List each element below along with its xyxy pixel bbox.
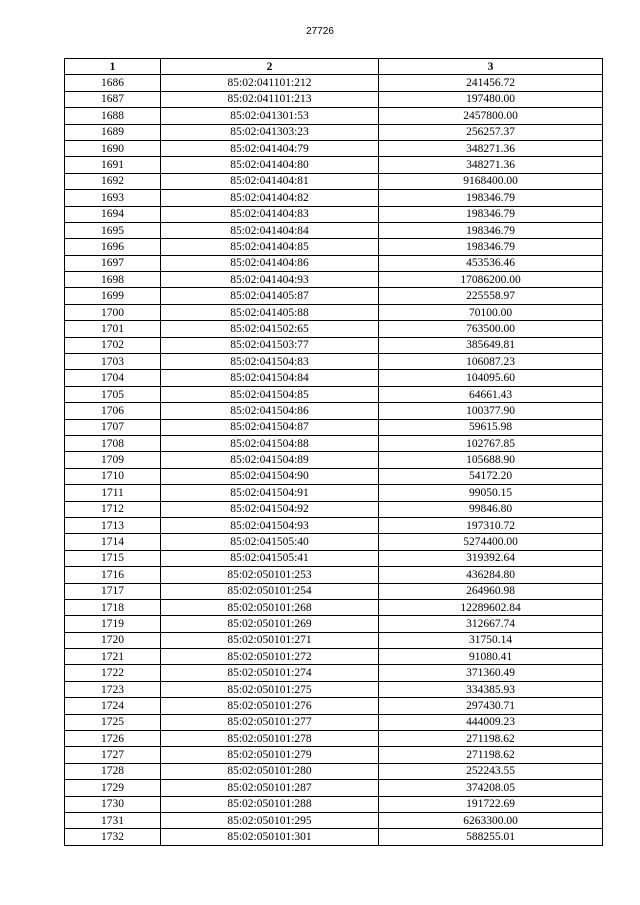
value-cell: 191722.69: [379, 796, 603, 812]
value-cell: 198346.79: [379, 190, 603, 206]
table-header: [65, 59, 603, 75]
table-row: [65, 632, 603, 648]
table-row: [65, 157, 603, 173]
cadastral-number-cell: 85:02:041504:85: [161, 386, 379, 402]
value-cell: 17086200.00: [379, 272, 603, 288]
row-number-cell: 1702: [65, 337, 161, 353]
value-cell: 225558.97: [379, 288, 603, 304]
value-cell: 9168400.00: [379, 173, 603, 189]
row-number-cell: 1694: [65, 206, 161, 222]
table-row: [65, 337, 603, 353]
value-cell: 252243.55: [379, 763, 603, 779]
table-header-row: [65, 59, 603, 75]
page-number: 27726: [306, 26, 334, 37]
table-row: [65, 91, 603, 107]
table-row: [65, 173, 603, 189]
row-number-cell: 1690: [65, 140, 161, 156]
row-number-cell: 1712: [65, 501, 161, 517]
cadastral-value-table: [64, 58, 603, 846]
row-number-cell: 1725: [65, 714, 161, 730]
cadastral-number-cell: 85:02:050101:277: [161, 714, 379, 730]
value-cell: 2457800.00: [379, 108, 603, 124]
row-number-cell: 1687: [65, 91, 161, 107]
row-number-cell: 1710: [65, 468, 161, 484]
row-number-cell: 1722: [65, 665, 161, 681]
row-number-cell: 1691: [65, 157, 161, 173]
row-number-cell: 1711: [65, 485, 161, 501]
row-number-cell: 1709: [65, 452, 161, 468]
row-number-cell: 1706: [65, 403, 161, 419]
table-row: [65, 124, 603, 140]
cadastral-number-cell: 85:02:041404:85: [161, 239, 379, 255]
table-row: [65, 780, 603, 796]
row-number-cell: 1721: [65, 649, 161, 665]
column-header-3: 3: [379, 59, 603, 75]
value-cell: 99050.15: [379, 485, 603, 501]
cadastral-number-cell: 85:02:050101:288: [161, 796, 379, 812]
cadastral-number-cell: 85:02:041503:77: [161, 337, 379, 353]
cadastral-number-cell: 85:02:050101:275: [161, 681, 379, 697]
row-number-cell: 1692: [65, 173, 161, 189]
table-row: [65, 403, 603, 419]
value-cell: 12289602.84: [379, 599, 603, 615]
row-number-cell: 1699: [65, 288, 161, 304]
table-row: [65, 714, 603, 730]
table-row: [65, 386, 603, 402]
value-cell: 271198.62: [379, 731, 603, 747]
value-cell: 297430.71: [379, 698, 603, 714]
table-row: [65, 272, 603, 288]
cadastral-number-cell: 85:02:041404:79: [161, 140, 379, 156]
cadastral-number-cell: 85:02:041504:89: [161, 452, 379, 468]
value-cell: 99846.80: [379, 501, 603, 517]
row-number-cell: 1720: [65, 632, 161, 648]
value-cell: 70100.00: [379, 304, 603, 320]
table-row: [65, 222, 603, 238]
cadastral-number-cell: 85:02:050101:253: [161, 567, 379, 583]
row-number-cell: 1728: [65, 763, 161, 779]
table-row: [65, 698, 603, 714]
value-cell: 64661.43: [379, 386, 603, 402]
value-cell: 264960.98: [379, 583, 603, 599]
cadastral-number-cell: 85:02:041502:65: [161, 321, 379, 337]
value-cell: 271198.62: [379, 747, 603, 763]
row-number-cell: 1693: [65, 190, 161, 206]
cadastral-number-cell: 85:02:041505:41: [161, 550, 379, 566]
cadastral-number-cell: 85:02:041504:91: [161, 485, 379, 501]
value-cell: 371360.49: [379, 665, 603, 681]
table-row: [65, 321, 603, 337]
value-cell: 198346.79: [379, 222, 603, 238]
value-cell: 588255.01: [379, 829, 603, 845]
cadastral-number-cell: 85:02:041404:80: [161, 157, 379, 173]
value-cell: 444009.23: [379, 714, 603, 730]
cadastral-number-cell: 85:02:041405:88: [161, 304, 379, 320]
row-number-cell: 1686: [65, 75, 161, 91]
value-cell: 5274400.00: [379, 534, 603, 550]
table-row: [65, 435, 603, 451]
table-row: [65, 206, 603, 222]
value-cell: 104095.60: [379, 370, 603, 386]
table-row: [65, 501, 603, 517]
value-cell: 197480.00: [379, 91, 603, 107]
table-row: [65, 485, 603, 501]
value-cell: 6263300.00: [379, 812, 603, 828]
table-row: [65, 796, 603, 812]
cadastral-number-cell: 85:02:041505:40: [161, 534, 379, 550]
value-cell: 59615.98: [379, 419, 603, 435]
row-number-cell: 1731: [65, 812, 161, 828]
cadastral-number-cell: 85:02:041405:87: [161, 288, 379, 304]
value-cell: 198346.79: [379, 239, 603, 255]
cadastral-number-cell: 85:02:041504:90: [161, 468, 379, 484]
row-number-cell: 1713: [65, 517, 161, 533]
cadastral-number-cell: 85:02:041404:82: [161, 190, 379, 206]
value-cell: 102767.85: [379, 435, 603, 451]
table-row: [65, 583, 603, 599]
row-number-cell: 1704: [65, 370, 161, 386]
cadastral-number-cell: 85:02:050101:254: [161, 583, 379, 599]
row-number-cell: 1714: [65, 534, 161, 550]
value-cell: 105688.90: [379, 452, 603, 468]
cadastral-number-cell: 85:02:041504:83: [161, 354, 379, 370]
table-row: [65, 239, 603, 255]
value-cell: 91080.41: [379, 649, 603, 665]
row-number-cell: 1723: [65, 681, 161, 697]
row-number-cell: 1705: [65, 386, 161, 402]
cadastral-number-cell: 85:02:041303:23: [161, 124, 379, 140]
cadastral-number-cell: 85:02:050101:272: [161, 649, 379, 665]
row-number-cell: 1717: [65, 583, 161, 599]
table-row: [65, 419, 603, 435]
row-number-cell: 1715: [65, 550, 161, 566]
value-cell: 374208.05: [379, 780, 603, 796]
table-row: [65, 747, 603, 763]
row-number-cell: 1698: [65, 272, 161, 288]
cadastral-number-cell: 85:02:041101:213: [161, 91, 379, 107]
cadastral-number-cell: 85:02:050101:287: [161, 780, 379, 796]
cadastral-number-cell: 85:02:041404:86: [161, 255, 379, 271]
cadastral-number-cell: 85:02:041504:84: [161, 370, 379, 386]
table-row: [65, 354, 603, 370]
value-cell: 100377.90: [379, 403, 603, 419]
table-row: [65, 288, 603, 304]
table-row: [65, 649, 603, 665]
table-body: [65, 75, 603, 845]
table-row: [65, 452, 603, 468]
value-cell: 334385.93: [379, 681, 603, 697]
table-row: [65, 534, 603, 550]
row-number-cell: 1730: [65, 796, 161, 812]
cadastral-number-cell: 85:02:050101:274: [161, 665, 379, 681]
cadastral-number-cell: 85:02:041404:93: [161, 272, 379, 288]
table-row: [65, 517, 603, 533]
row-number-cell: 1732: [65, 829, 161, 845]
value-cell: 256257.37: [379, 124, 603, 140]
table-row: [65, 550, 603, 566]
table-row: [65, 567, 603, 583]
cadastral-number-cell: 85:02:041504:92: [161, 501, 379, 517]
cadastral-number-cell: 85:02:041301:53: [161, 108, 379, 124]
table-row: [65, 812, 603, 828]
value-cell: 241456.72: [379, 75, 603, 91]
table-row: [65, 370, 603, 386]
row-number-cell: 1697: [65, 255, 161, 271]
value-cell: 54172.20: [379, 468, 603, 484]
cadastral-number-cell: 85:02:041504:87: [161, 419, 379, 435]
table-row: [65, 75, 603, 91]
table-row: [65, 255, 603, 271]
value-cell: 348271.36: [379, 140, 603, 156]
cadastral-number-cell: 85:02:050101:278: [161, 731, 379, 747]
row-number-cell: 1726: [65, 731, 161, 747]
row-number-cell: 1719: [65, 616, 161, 632]
row-number-cell: 1724: [65, 698, 161, 714]
column-header-2: 2: [161, 59, 379, 75]
cadastral-number-cell: 85:02:050101:268: [161, 599, 379, 615]
cadastral-number-cell: 85:02:041404:81: [161, 173, 379, 189]
row-number-cell: 1701: [65, 321, 161, 337]
table-row: [65, 763, 603, 779]
value-cell: 385649.81: [379, 337, 603, 353]
table-row: [65, 665, 603, 681]
row-number-cell: 1708: [65, 435, 161, 451]
row-number-cell: 1729: [65, 780, 161, 796]
cadastral-number-cell: 85:02:050101:276: [161, 698, 379, 714]
table-row: [65, 304, 603, 320]
table-row: [65, 140, 603, 156]
cadastral-number-cell: 85:02:041404:84: [161, 222, 379, 238]
table-row: [65, 108, 603, 124]
row-number-cell: 1689: [65, 124, 161, 140]
cadastral-number-cell: 85:02:041504:88: [161, 435, 379, 451]
cadastral-number-cell: 85:02:050101:269: [161, 616, 379, 632]
value-cell: 436284.80: [379, 567, 603, 583]
cadastral-number-cell: 85:02:041504:86: [161, 403, 379, 419]
cadastral-number-cell: 85:02:050101:279: [161, 747, 379, 763]
table-row: [65, 616, 603, 632]
cadastral-number-cell: 85:02:041404:83: [161, 206, 379, 222]
table-row: [65, 681, 603, 697]
row-number-cell: 1688: [65, 108, 161, 124]
cadastral-number-cell: 85:02:050101:280: [161, 763, 379, 779]
row-number-cell: 1718: [65, 599, 161, 615]
value-cell: 106087.23: [379, 354, 603, 370]
value-cell: 31750.14: [379, 632, 603, 648]
row-number-cell: 1703: [65, 354, 161, 370]
cadastral-number-cell: 85:02:041504:93: [161, 517, 379, 533]
table-row: [65, 190, 603, 206]
cadastral-number-cell: 85:02:050101:301: [161, 829, 379, 845]
row-number-cell: 1700: [65, 304, 161, 320]
column-header-1: 1: [65, 59, 161, 75]
value-cell: 453536.46: [379, 255, 603, 271]
cadastral-number-cell: 85:02:041101:212: [161, 75, 379, 91]
row-number-cell: 1695: [65, 222, 161, 238]
table-row: [65, 829, 603, 845]
row-number-cell: 1727: [65, 747, 161, 763]
row-number-cell: 1707: [65, 419, 161, 435]
table-row: [65, 599, 603, 615]
value-cell: 312667.74: [379, 616, 603, 632]
value-cell: 763500.00: [379, 321, 603, 337]
value-cell: 197310.72: [379, 517, 603, 533]
cadastral-number-cell: 85:02:050101:271: [161, 632, 379, 648]
table-row: [65, 731, 603, 747]
row-number-cell: 1696: [65, 239, 161, 255]
row-number-cell: 1716: [65, 567, 161, 583]
value-cell: 319392.64: [379, 550, 603, 566]
table-row: [65, 468, 603, 484]
cadastral-number-cell: 85:02:050101:295: [161, 812, 379, 828]
value-cell: 348271.36: [379, 157, 603, 173]
value-cell: 198346.79: [379, 206, 603, 222]
